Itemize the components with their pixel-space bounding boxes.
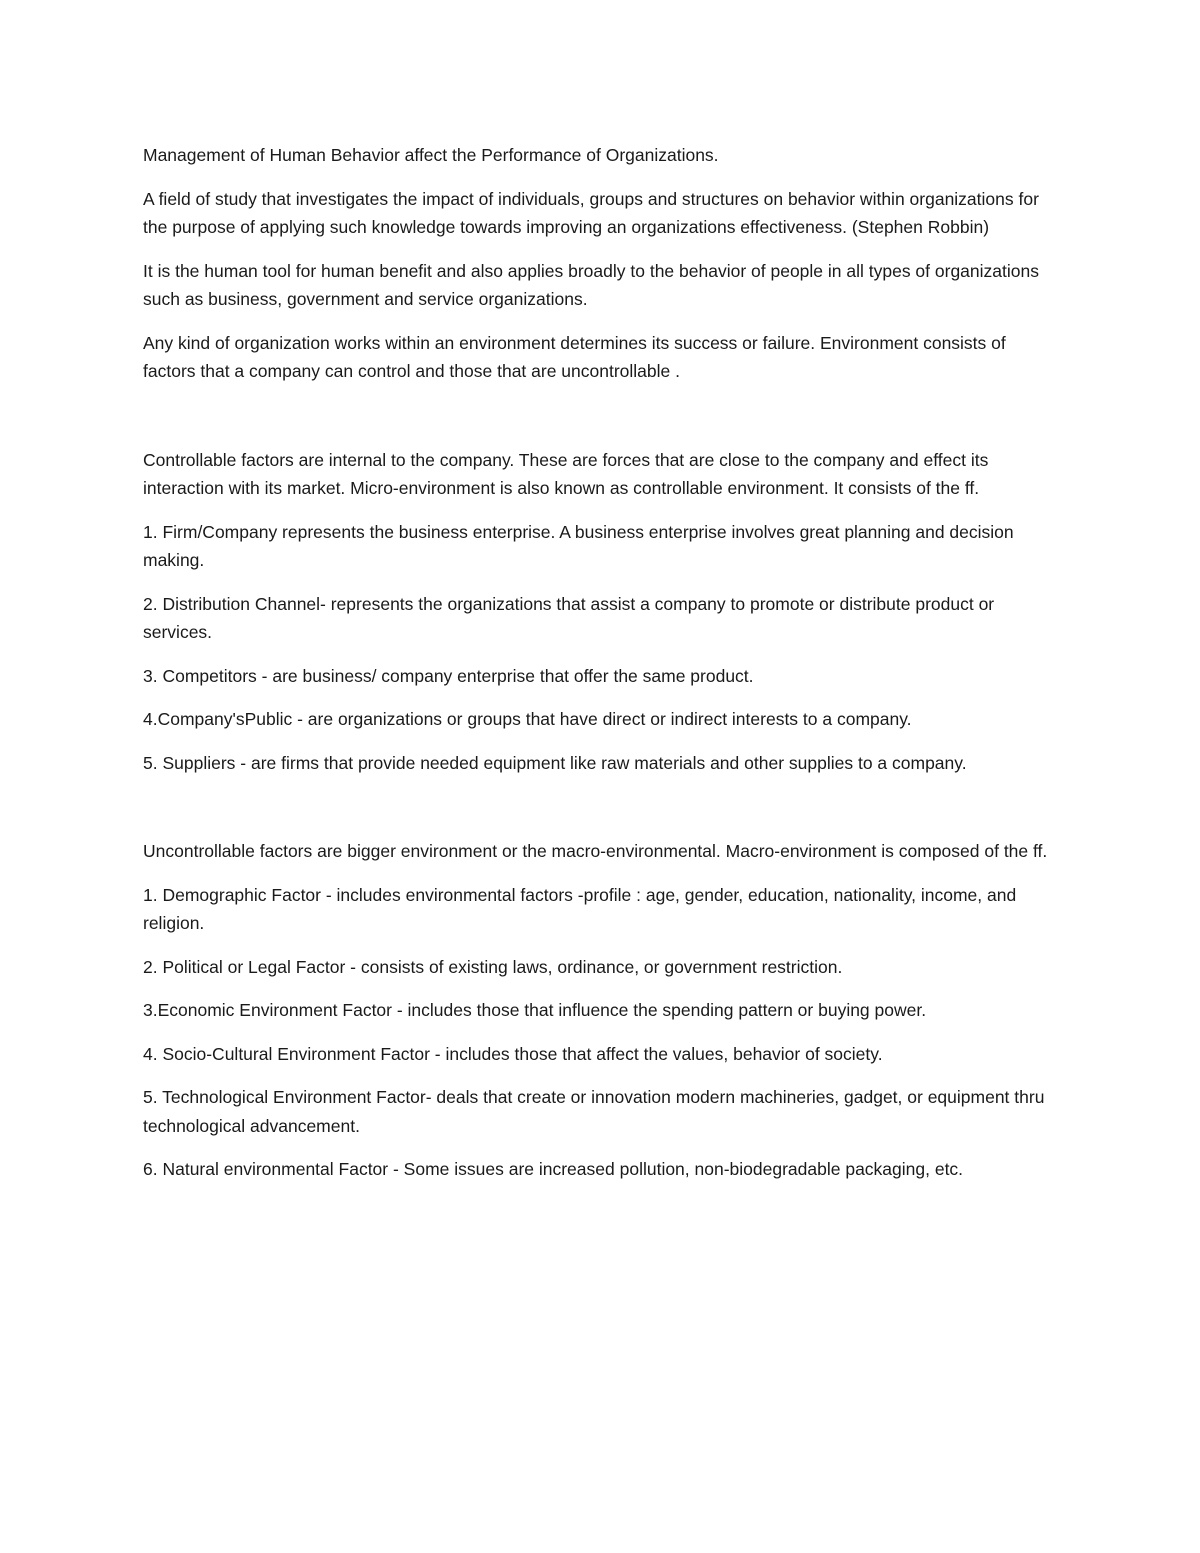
controllable-item: 5. Suppliers - are firms that provide needed equipment like raw materials and other supplies to a company.	[143, 752, 967, 773]
uncontrollable-item: 4. Socio-Cultural Environment Factor - includes those that affect the values, behavior of society.	[143, 1043, 883, 1064]
intro-paragraph-1: A field of study that investigates the impact of individuals, groups and structures on behavior within organizations for the purpose of applying such knowledge towards improving an organizations effectiveness. (Stephen Robbin)	[143, 188, 1039, 237]
document-title: Management of Human Behavior affect the Performance of Organizations.	[143, 145, 719, 165]
uncontrollable-item: 2. Political or Legal Factor - consists of existing laws, ordinance, or government restriction.	[143, 956, 843, 977]
uncontrollable-item: 6. Natural environmental Factor - Some issues are increased pollution, non-biodegradable packaging, etc.	[143, 1159, 964, 1179]
controllable-item: 3. Competitors - are business/ company enterprise that offer the same product.	[143, 665, 754, 686]
section-spacer	[143, 792, 1058, 837]
document-body	[143, 141, 1058, 1199]
uncontrollable-item: 3.Economic Environment Factor - includes those that influence the spending pattern or buying power.	[143, 1000, 927, 1020]
uncontrollable-item: 5. Technological Environment Factor- deals that create or innovation modern machineries, gadget, or equipment thru technological advancement.	[143, 1087, 1045, 1136]
controllable-heading: Controllable factors are internal to the company. These are forces that are close to the company and effect its interaction with its market. Micro-environment is also known as controllable environment. It consists of the ff.	[143, 449, 989, 498]
uncontrollable-item: 1. Demographic Factor - includes environmental factors -profile : age, gender, education, nationality, income, and religion.	[143, 884, 1017, 933]
controllable-item: 2. Distribution Channel- represents the organizations that assist a company to promote or distribute product or services.	[143, 593, 995, 642]
intro-paragraph-3: Any kind of organization works within an environment determines its success or failure. Environment consists of factors that a company can control and those that are uncontrollable .	[143, 332, 1006, 381]
intro-paragraph-2: It is the human tool for human benefit and also applies broadly to the behavior of people in all types of organizations such as business, government and service organizations.	[143, 260, 1039, 309]
section-spacer	[143, 401, 1058, 446]
uncontrollable-heading: Uncontrollable factors are bigger environment or the macro-environmental. Macro-environment is composed of the ff.	[143, 841, 1048, 861]
controllable-item: 4.Company'sPublic - are organizations or groups that have direct or indirect interests to a company.	[143, 709, 912, 729]
controllable-item: 1. Firm/Company represents the business enterprise. A business enterprise involves great planning and decision making.	[143, 521, 1014, 570]
